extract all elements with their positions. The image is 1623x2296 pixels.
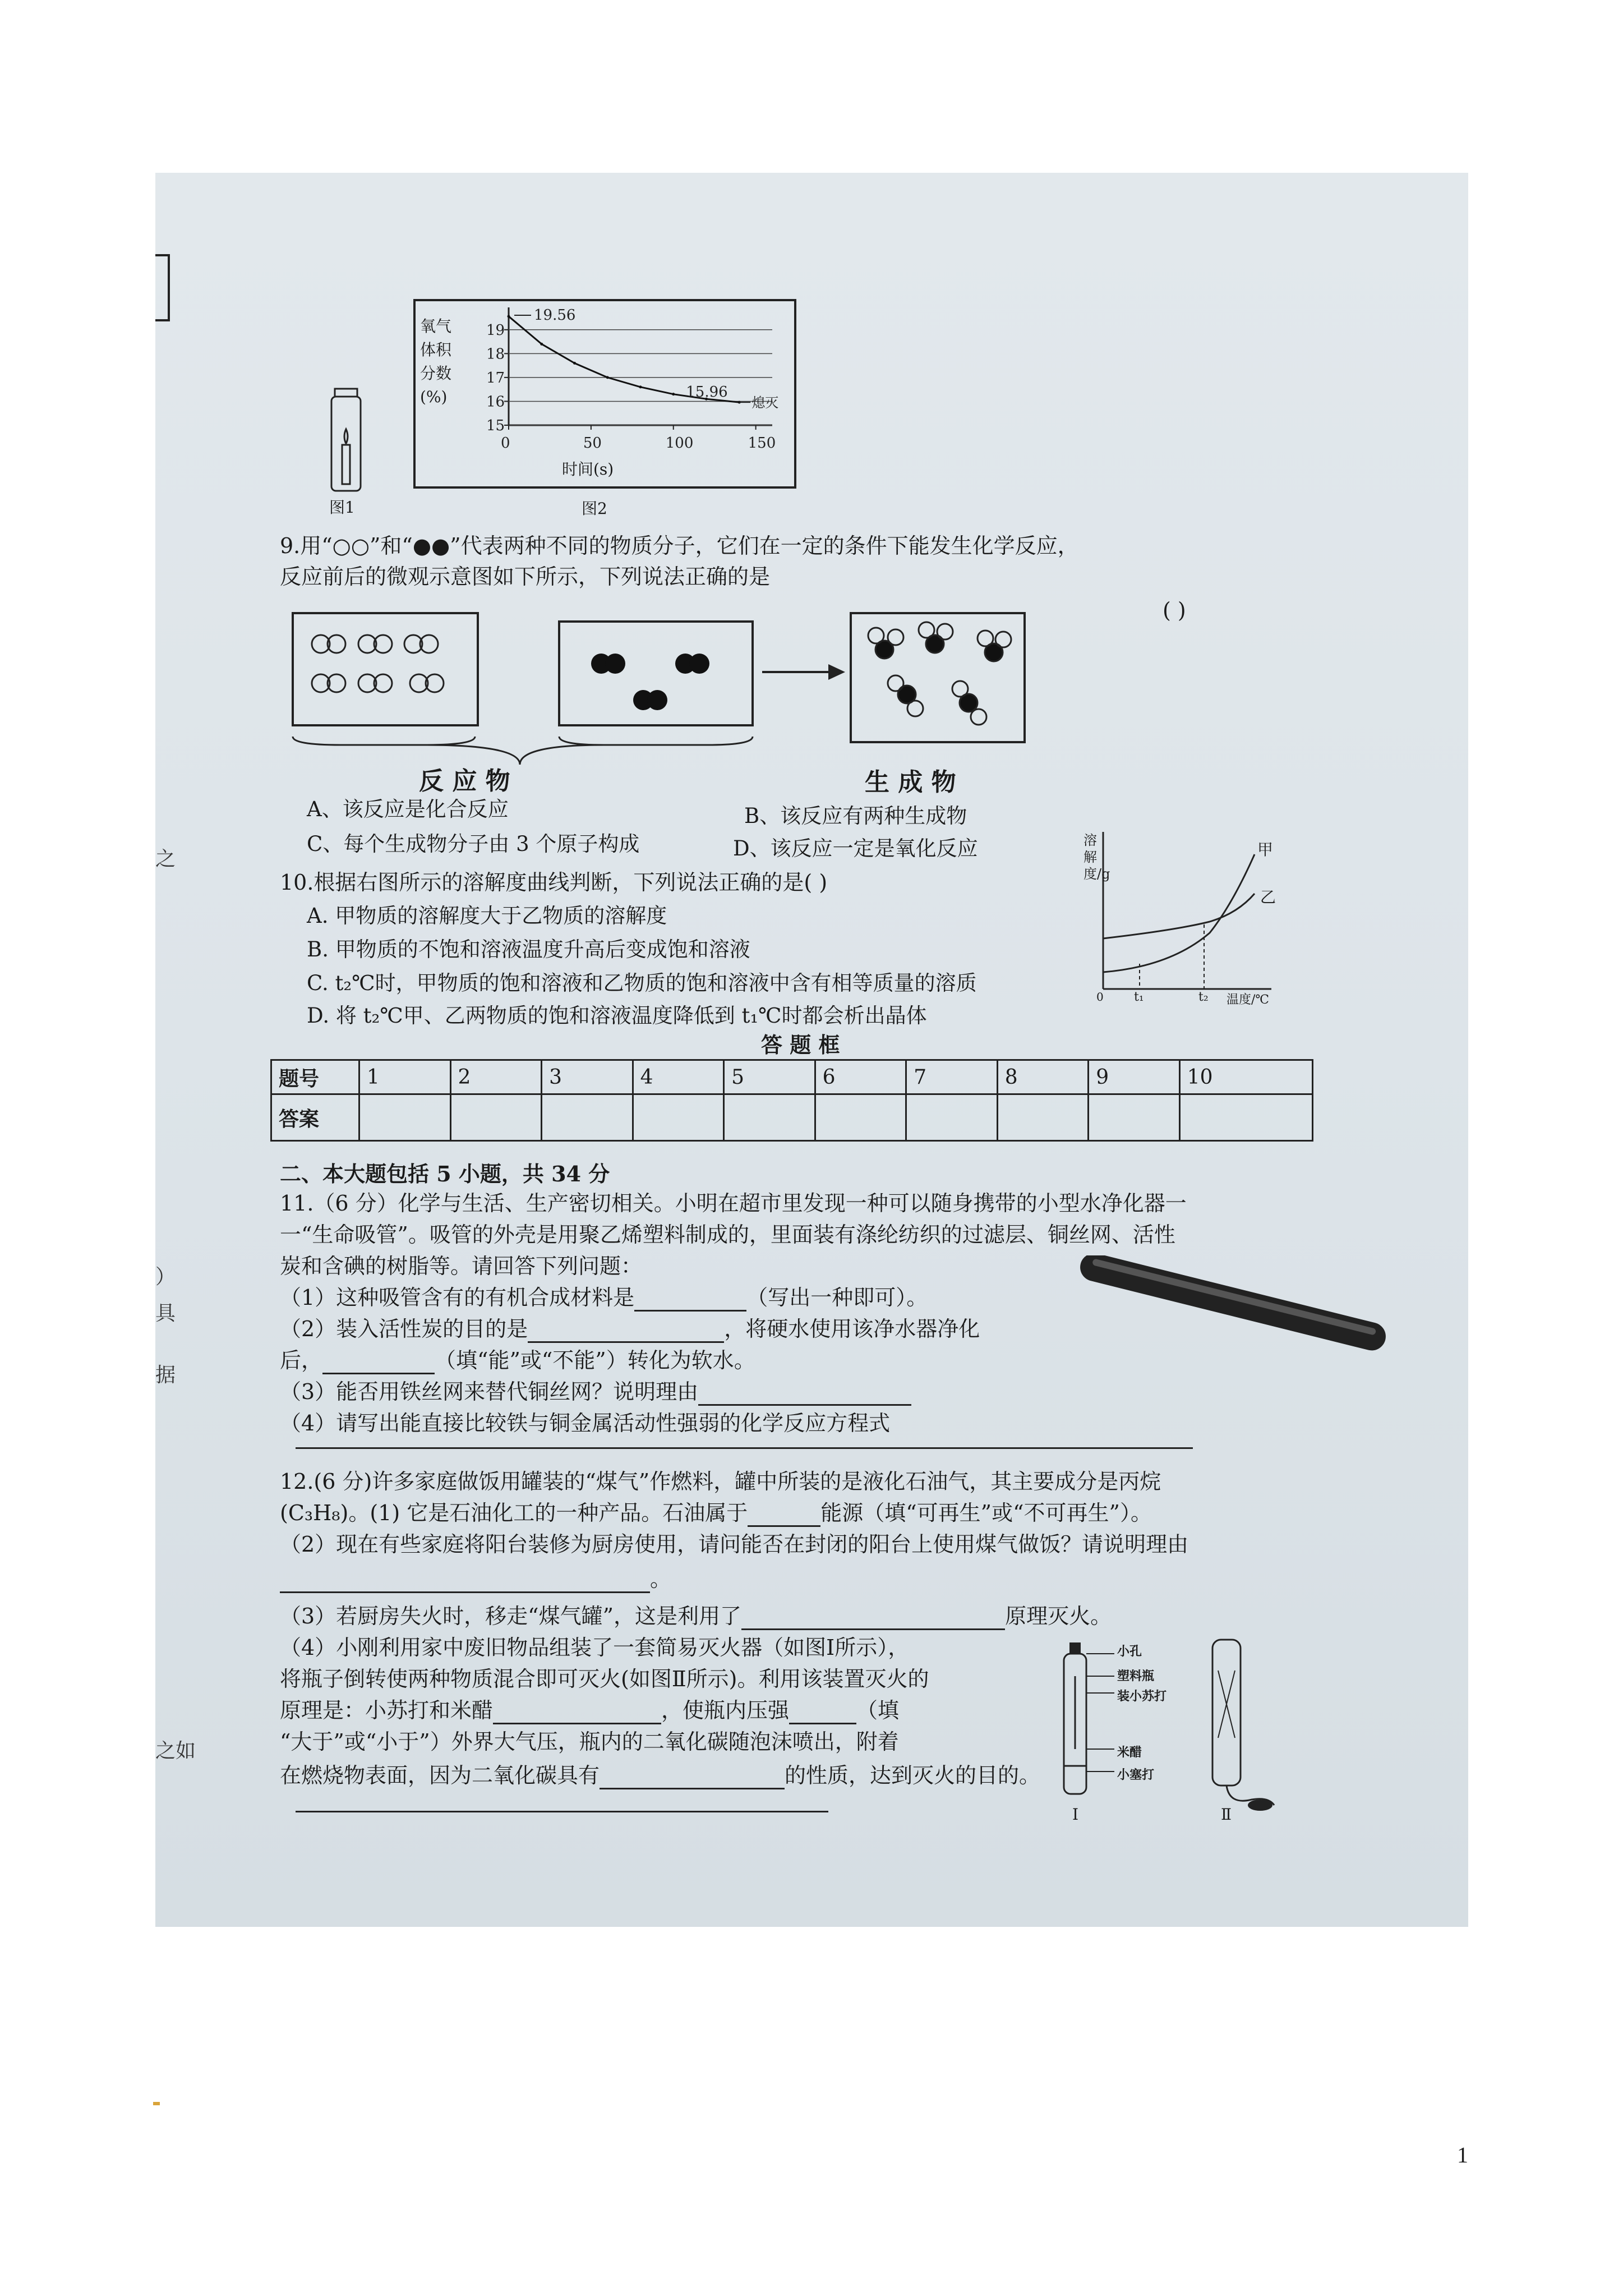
- q12-answer-blank-6[interactable]: [600, 1788, 785, 1789]
- curve-jia-label: 甲: [1257, 840, 1274, 859]
- data-point: [573, 362, 576, 365]
- y-axis-label-line: 分数: [420, 364, 452, 383]
- q12-line3: （2）现在有些家庭将阳台装修为厨房使用，请问能否在封闭的阳台上使用煤气做饭？请说明理由: [280, 1532, 1189, 1557]
- fig-label: 装小苏打: [1117, 1689, 1167, 1704]
- answer-cell[interactable]: [906, 1094, 998, 1141]
- q11-sub1: [280, 1283, 928, 1312]
- x-tick-label: 0: [501, 435, 510, 452]
- answer-cell[interactable]: [450, 1094, 542, 1141]
- extinguisher-labels: [1117, 1641, 1166, 1785]
- life-straw-image: [1064, 1255, 1412, 1356]
- brace-left: [293, 737, 475, 745]
- question-number-cell: 8: [997, 1060, 1089, 1094]
- q11-sub2b: [280, 1346, 755, 1374]
- margin-char: 具: [155, 1302, 176, 1325]
- section2-title: 二、本大题包括 5 小题，共 34 分: [280, 1161, 610, 1186]
- data-point: [508, 315, 510, 318]
- q11-sub2: [280, 1315, 980, 1343]
- question-number-cell: 9: [1089, 1060, 1180, 1094]
- q12-line6: （4）小刚利用家中废旧物品组装了一套简易灭火器（如图Ⅰ所示），: [280, 1635, 910, 1660]
- t1-label: t₁: [1134, 990, 1144, 1004]
- q12-line8-text: 原理是：小苏打和米醋: [280, 1698, 494, 1723]
- q9-paren: ( ): [1163, 598, 1186, 623]
- answer-cell[interactable]: [1089, 1094, 1180, 1141]
- q11-sub2b-text: 后，: [280, 1348, 323, 1373]
- margin-char: 据: [155, 1364, 176, 1387]
- y-tick-label: 17: [486, 369, 505, 386]
- q12-line9: “大于”或“小于”）外界大气压，瓶内的二氧化碳随泡沫喷出，附着: [280, 1729, 899, 1754]
- fig2-label: 图2: [582, 499, 607, 518]
- answer-table-row: [271, 1094, 1313, 1141]
- q11-answer-blank-5[interactable]: [296, 1447, 1193, 1449]
- y-tick-label: 18: [486, 346, 505, 363]
- q9-option-a: A、该反应是化合反应: [307, 797, 509, 821]
- q10-option-c: C. t₂℃时，甲物质的饱和溶液和乙物质的饱和溶液中含有相等质量的溶质: [307, 971, 977, 995]
- q12-answer-blank-4[interactable]: [493, 1723, 661, 1724]
- question-number-cell: 10: [1179, 1060, 1312, 1094]
- t2-label: t₂: [1198, 990, 1209, 1004]
- margin-char: 之如: [155, 1740, 196, 1763]
- q12-line5-end: 原理灭火。: [1005, 1604, 1112, 1628]
- answer-cell[interactable]: [359, 1094, 451, 1141]
- answer-cell[interactable]: [815, 1094, 906, 1141]
- answer-cell[interactable]: [724, 1094, 815, 1141]
- data-point: [540, 343, 543, 346]
- question-number-cell: 3: [542, 1060, 633, 1094]
- origin-label: 0: [1096, 990, 1104, 1004]
- edge-bracket: [155, 254, 170, 321]
- q11-answer-blank-3[interactable]: [322, 1373, 435, 1374]
- answer-cell[interactable]: [1179, 1094, 1312, 1141]
- axis-y-label: 溶解度/g: [1083, 832, 1110, 882]
- q12-line8: [280, 1696, 899, 1724]
- extinguisher-figure: [1061, 1637, 1465, 1839]
- row-head-answer: 答案: [271, 1094, 359, 1141]
- data-point: [672, 393, 675, 395]
- x-axis-label: 时间(s): [562, 460, 614, 478]
- q12-line4: 。: [280, 1565, 678, 1593]
- data-point: [639, 385, 642, 388]
- reactant-label: 反 应 物: [419, 767, 510, 795]
- figure-2: [413, 299, 795, 523]
- answer-table-row: [271, 1060, 1313, 1094]
- q12-line2: [280, 1499, 1152, 1527]
- q12-line8-hint: （填: [856, 1698, 900, 1723]
- y-tick-label: 15: [486, 417, 505, 434]
- q10-stem: 10.根据右图所示的溶解度曲线判断，下列说法正确的是( ): [280, 870, 828, 895]
- q11-answer-blank-1[interactable]: [634, 1310, 746, 1312]
- q9-line2: 反应前后的微观示意图如下所示，下列说法正确的是: [280, 564, 771, 589]
- answer-table: [270, 1059, 1313, 1142]
- q11-sub4: （4）请写出能直接比较铁与铜金属活动性强弱的化学反应方程式: [280, 1411, 891, 1435]
- question-number-cell: 2: [450, 1060, 542, 1094]
- q11-line3: 炭和含碘的树脂等。请回答下列问题：: [280, 1254, 643, 1278]
- y-axis-label-line: (%): [420, 388, 448, 406]
- q11-sub2-text2: ，将硬水使用该净水器净化: [724, 1317, 980, 1341]
- page-number: 1: [1457, 2142, 1468, 2168]
- q9-option-b: B、该反应有两种生成物: [744, 804, 967, 828]
- fig-label: 小塞打: [1117, 1768, 1155, 1782]
- exam-paper: [155, 173, 1468, 1927]
- q12-line2-hint: 能源（填“可再生”或“不可再生”）。: [820, 1501, 1152, 1525]
- q11-answer-blank-4[interactable]: [698, 1404, 911, 1406]
- fig-i-label: Ⅰ: [1072, 1805, 1079, 1824]
- row-head-number: 题号: [271, 1060, 359, 1094]
- q9-option-d: D、该反应一定是氧化反应: [733, 836, 978, 861]
- q10-option-b: B. 甲物质的不饱和溶液温度升高后变成饱和溶液: [307, 937, 750, 961]
- question-number-cell: 7: [906, 1060, 998, 1094]
- q11-sub3-text: （3）能否用铁丝网来替代铜丝网？说明理由: [280, 1379, 699, 1404]
- x-tick-label: 50: [583, 435, 602, 452]
- stray-mark: [153, 2102, 160, 2105]
- q12-line8-text2: ，使瓶内压强: [661, 1698, 790, 1723]
- start-value-label: 19.56: [534, 306, 576, 324]
- fig1-label: 图1: [329, 498, 355, 517]
- q11-sub2b-hint: （填“能”或“不能”）转化为软水。: [435, 1348, 755, 1373]
- candle-jar-drawing: [324, 383, 368, 495]
- margin-char: ）: [155, 1266, 176, 1289]
- q11-line1: 11.（6 分）化学与生活、生产密切相关。小明在超市里发现一种可以随身携带的小型水净化器一: [280, 1191, 1187, 1216]
- answer-cell[interactable]: [633, 1094, 724, 1141]
- y-axis-label: [420, 315, 451, 409]
- q11-line2: 一“生命吸管”。吸管的外壳是用聚乙烯塑料制成的，里面装有涤纶纺织的过滤层、铜丝网、活性: [280, 1222, 1175, 1247]
- answer-cell[interactable]: [997, 1094, 1089, 1141]
- y-tick-label: 16: [486, 393, 505, 411]
- q9-line1: 9.用“○○”和“●●”代表两种不同的物质分子，它们在一定的条件下能发生化学反应，: [280, 533, 1079, 558]
- q12-line2-text: (C₃H₈)。(1) 它是石油化工的一种产品。石油属于: [280, 1501, 748, 1525]
- q12-line10-text: 在燃烧物表面，因为二氧化碳具有: [280, 1763, 600, 1788]
- q11-sub2-text: （2）装入活性炭的目的是: [280, 1317, 528, 1341]
- oxygen-line-chart: [464, 305, 789, 473]
- q12-line10-text2: 的性质，达到灭火的目的。: [785, 1763, 1041, 1788]
- question-number-cell: 6: [815, 1060, 906, 1094]
- q9-option-c: C、每个生成物分子由 3 个原子构成: [307, 832, 640, 856]
- answer-cell[interactable]: [542, 1094, 633, 1141]
- answer-box-title: 答 题 框: [761, 1032, 840, 1057]
- question-number-cell: 5: [724, 1060, 815, 1094]
- question-number-cell: 1: [359, 1060, 451, 1094]
- q12-answer-blank-3[interactable]: [741, 1628, 1005, 1630]
- q12-line10: [280, 1761, 1040, 1789]
- curve-yi-label: 乙: [1260, 888, 1276, 907]
- q11-answer-blank-2[interactable]: [528, 1341, 724, 1343]
- q12-line5: [280, 1602, 1112, 1630]
- y-axis-label-line: 体积: [420, 341, 452, 359]
- fig-label: 塑料瓶: [1117, 1669, 1155, 1683]
- scanned-photo: [155, 173, 1468, 1927]
- q12-answer-blank-7[interactable]: [296, 1811, 828, 1812]
- margin-char: 之: [155, 848, 176, 871]
- end-note-label: 熄灭: [751, 395, 779, 411]
- q11-sub1-text: （1）这种吸管含有的有机合成材料是: [280, 1285, 635, 1310]
- axis-x-label: 温度/℃: [1227, 993, 1270, 1007]
- x-tick-label: 100: [665, 435, 694, 452]
- q12-answer-blank-2[interactable]: [280, 1591, 650, 1593]
- y-axis-label-line: 氧气: [420, 317, 452, 335]
- y-tick-label: 19: [486, 321, 505, 339]
- question-number-cell: 4: [633, 1060, 724, 1094]
- q11-sub3: [280, 1378, 911, 1406]
- figure-1: [324, 383, 368, 518]
- solubility-graph: [1083, 826, 1288, 1011]
- product-label: 生 成 物: [865, 768, 956, 797]
- q12-line7: 将瓶子倒转使两种物质混合即可灭火(如图Ⅱ所示)。利用该装置灭火的: [280, 1667, 929, 1691]
- fig-label: 米醋: [1117, 1745, 1142, 1760]
- fig-label: 小孔: [1117, 1644, 1142, 1659]
- q12-answer-blank-1[interactable]: [748, 1525, 820, 1527]
- q11-sub1-hint: （写出一种即可）。: [746, 1285, 928, 1310]
- brace-right: [559, 737, 753, 745]
- q10-option-a: A. 甲物质的溶解度大于乙物质的溶解度: [307, 904, 667, 928]
- q12-line5-text: （3）若厨房失火时，移走“煤气罐”，: [280, 1604, 635, 1628]
- fig-ii-label: Ⅱ: [1221, 1805, 1232, 1824]
- end-value-label: 15.96: [686, 384, 728, 401]
- q12-line5-text2: 这是利用了: [635, 1604, 742, 1628]
- q12-line1: 12.(6 分)许多家庭做饭用罐装的“煤气”作燃料，罐中所装的是液化石油气，其主要成分是丙烷: [280, 1469, 1161, 1494]
- data-point: [606, 376, 609, 379]
- q10-option-d: D. 将 t₂℃甲、乙两物质的饱和溶液温度降低到 t₁℃时都会析出晶体: [307, 1004, 927, 1028]
- x-tick-label: 150: [748, 435, 776, 452]
- q12-answer-blank-5[interactable]: [789, 1723, 856, 1724]
